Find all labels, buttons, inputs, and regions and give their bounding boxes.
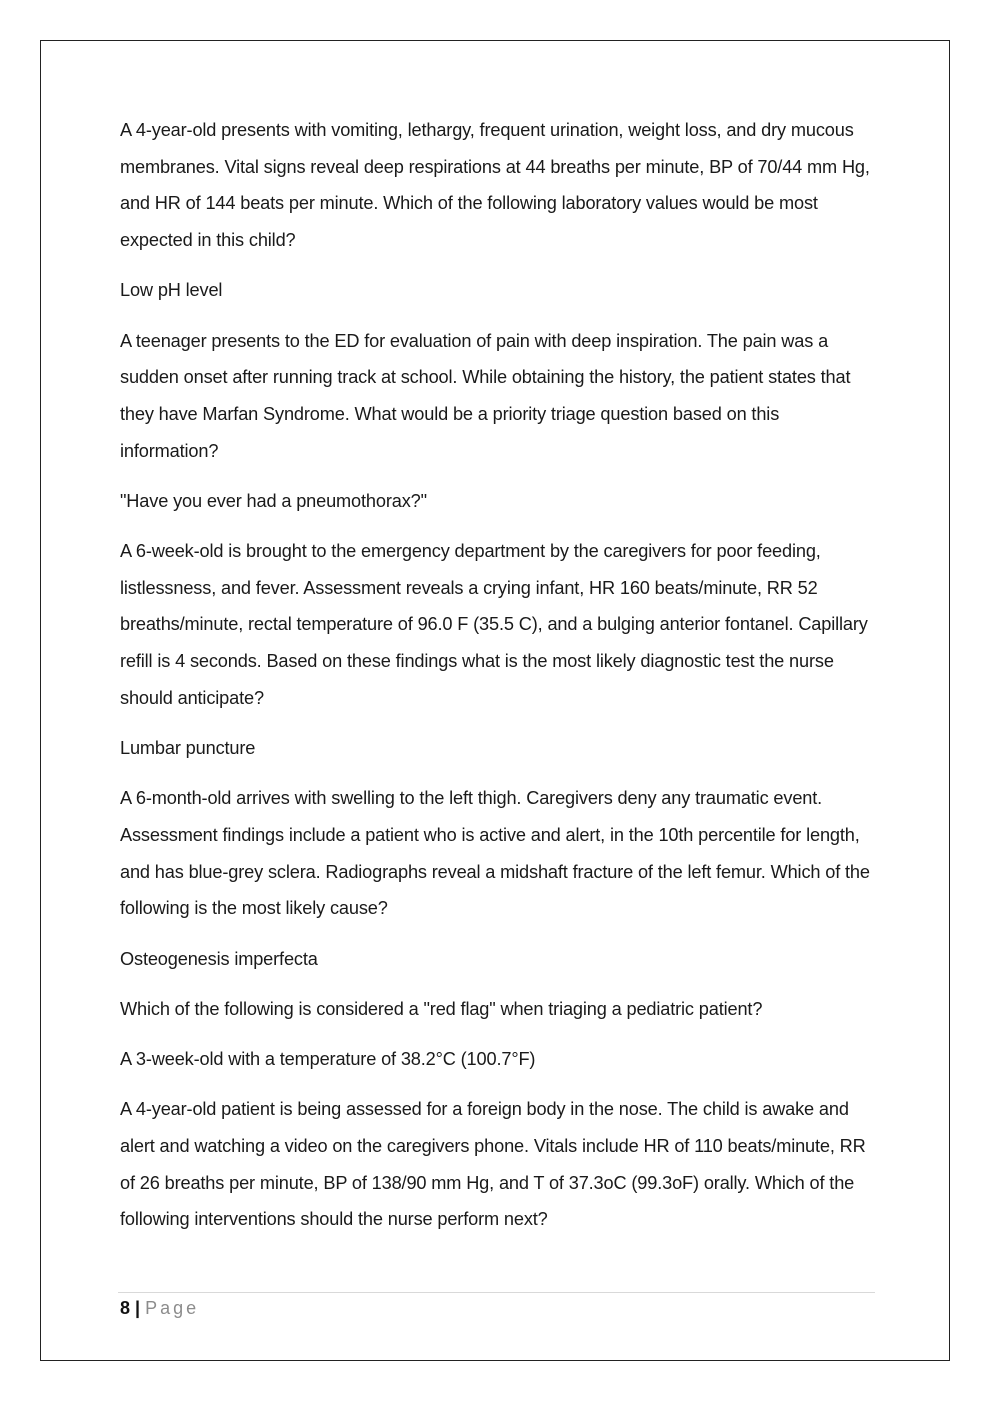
question-paragraph: Which of the following is considered a "red flag" when triaging a pediatric patient? xyxy=(120,998,763,1019)
footer-separator: | xyxy=(135,1298,141,1318)
question-paragraph: A 6-month-old arrives with swelling to the left thigh. Caregivers deny any traumatic event. Assessment findings include a patient who is active and alert, in the 10th percentile for length, and has blue-grey sclera. Radiographs reveal a midshaft fracture of the left femur. Which of the following is the most likely cause? xyxy=(120,788,870,919)
question-paragraph: A teenager presents to the ED for evaluation of pain with deep inspiration. The pain was a sudden onset after running track at school. While obtaining the history, the patient states that they have Marfan Syndrome. What would be a priority triage question based on this information? xyxy=(120,330,851,461)
document-body xyxy=(120,112,875,1251)
answer-paragraph: Lumbar puncture xyxy=(120,738,256,759)
answer-paragraph: Low pH level xyxy=(120,280,223,301)
question-paragraph: A 4-year-old patient is being assessed for a foreign body in the nose. The child is awake and alert and watching a video on the caregivers phone. Vitals include HR of 110 beats/minute, RR of 26 breaths per minute, BP of 138/90 mm Hg, and T of 37.3oC (99.3oF) orally. Which of the following interventions should the nurse perform next? xyxy=(120,1099,866,1230)
page-label: Page xyxy=(145,1298,200,1318)
question-paragraph: A 4-year-old presents with vomiting, lethargy, frequent urination, weight loss, and dry mucous membranes. Vital signs reveal deep respirations at 44 breaths per minute, BP of 70/44 mm Hg, and HR of 144 beats per minute. Which of the following laboratory values would be most expected in this child? xyxy=(120,120,870,251)
page-footer xyxy=(120,1296,199,1320)
answer-paragraph: Osteogenesis imperfecta xyxy=(120,948,318,969)
answer-paragraph: A 3-week-old with a temperature of 38.2°C (100.7°F) xyxy=(120,1048,536,1069)
answer-paragraph: "Have you ever had a pneumothorax?" xyxy=(120,490,427,511)
page-number: 8 xyxy=(120,1298,131,1318)
question-paragraph: A 6-week-old is brought to the emergency department by the caregivers for poor feeding, listlessness, and fever. Assessment reveals a crying infant, HR 160 beats/minute, RR 52 breaths/minute, rectal temperature of 96.0 F (35.5 C), and a bulging anterior fontanel. Capillary refill is 4 seconds. Based on these findings what is the most likely diagnostic test the nurse should anticipate? xyxy=(120,541,868,708)
footer-divider xyxy=(118,1292,875,1293)
